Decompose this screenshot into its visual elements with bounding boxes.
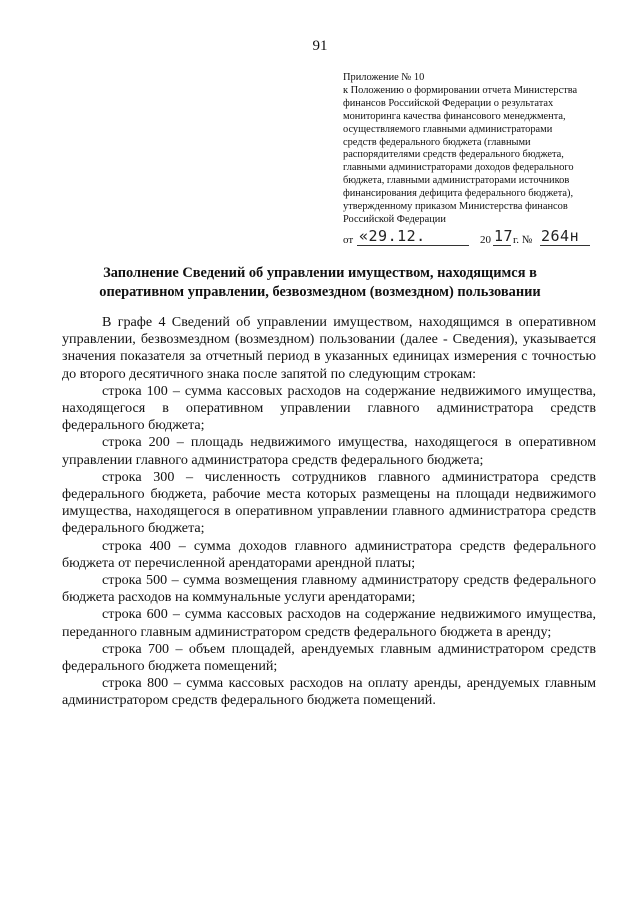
appendix-line: финансов Российской Федерации о результатах — [343, 97, 554, 109]
paragraph: строка 400 – сумма доходов главного администратора средств федерального бюджета от перечисленной арендаторами арендной платы; — [62, 537, 596, 571]
handwritten-year: 17 — [494, 227, 514, 245]
paragraph: строка 100 – сумма кассовых расходов на содержание недвижимого имущества, находящегося в оперативном управлении главного администратора средств федерального бюджета; — [62, 382, 596, 434]
appendix-line: утвержденному приказом Министерства финансов — [343, 201, 568, 213]
appendix-heading: Приложение № 10 — [343, 72, 425, 83]
page-number: 91 — [312, 38, 328, 54]
paragraph: строка 800 – сумма кассовых расходов на оплату аренды, арендуемых главным администратором средств федерального бюджета помещений. — [62, 675, 596, 709]
document-title — [60, 264, 580, 302]
paragraph: строка 500 – сумма возмещения главному администратору средств федерального бюджета расходов на коммунальные услуги арендаторами; — [62, 572, 596, 606]
appendix-line: мониторинга качества финансового менеджмента, — [343, 110, 566, 122]
date-prefix: от — [343, 234, 354, 246]
paragraph: строка 700 – объем площадей, арендуемых главным администратором средств федерального бюджета помещений; — [62, 640, 596, 675]
appendix-line: бюджета, главными администраторами источников — [343, 175, 570, 187]
handwritten-date: «29.12. — [359, 227, 426, 245]
document-body — [62, 314, 596, 710]
date-underline — [357, 245, 469, 246]
appendix-line: главными администраторами доходов федерального — [343, 162, 574, 174]
year-suffix: г. № — [513, 234, 533, 246]
paragraph: В графе 4 Сведений об управлении имуществом, находящимся в оперативном управлении, безвозмездном (возмездном) пользовании (далее - Сведения), указывается значения показателя за отчетный период в указанных единицах измерения с точностью до второго десятичного знака после запятой по следующим строкам: — [62, 314, 596, 382]
title-line: Заполнение Сведений об управлении имуществом, находящимся в — [103, 265, 537, 281]
title-line: оперативном управлении, безвозмездном (возмездном) пользовании — [99, 284, 541, 300]
year-underline — [493, 245, 511, 246]
handwritten-number: 264н — [541, 227, 580, 245]
order-date-line — [343, 228, 607, 248]
appendix-line: осуществляемого главными администраторами — [343, 123, 553, 135]
number-underline — [540, 245, 590, 246]
appendix-line: финансирования дефицита федерального бюджета), — [343, 188, 574, 200]
paragraph: строка 300 – численность сотрудников главного администратора средств федерального бюджета, рабочие места которых размещены на площади недвижимого имущества, находящегося в оперативном управлении главного администратора средств федерального бюджета; — [62, 468, 596, 537]
year-prefix: 20 — [480, 234, 491, 246]
appendix-block — [343, 72, 607, 227]
appendix-line: средств федерального бюджета (главными — [343, 136, 531, 148]
appendix-line: Российской Федерации — [343, 213, 446, 225]
paragraph: строка 600 – сумма кассовых расходов на содержание недвижимого имущества, переданного главным администратором средств федерального бюджета в аренду; — [62, 606, 596, 640]
paragraph: строка 200 – площадь недвижимого имущества, находящегося в оперативном управлении главного администратора средств федерального бюджета; — [62, 434, 596, 468]
appendix-line: к Положению о формировании отчета Министерства — [343, 84, 578, 96]
appendix-line: распорядителями средств федерального бюджета, — [343, 149, 564, 161]
